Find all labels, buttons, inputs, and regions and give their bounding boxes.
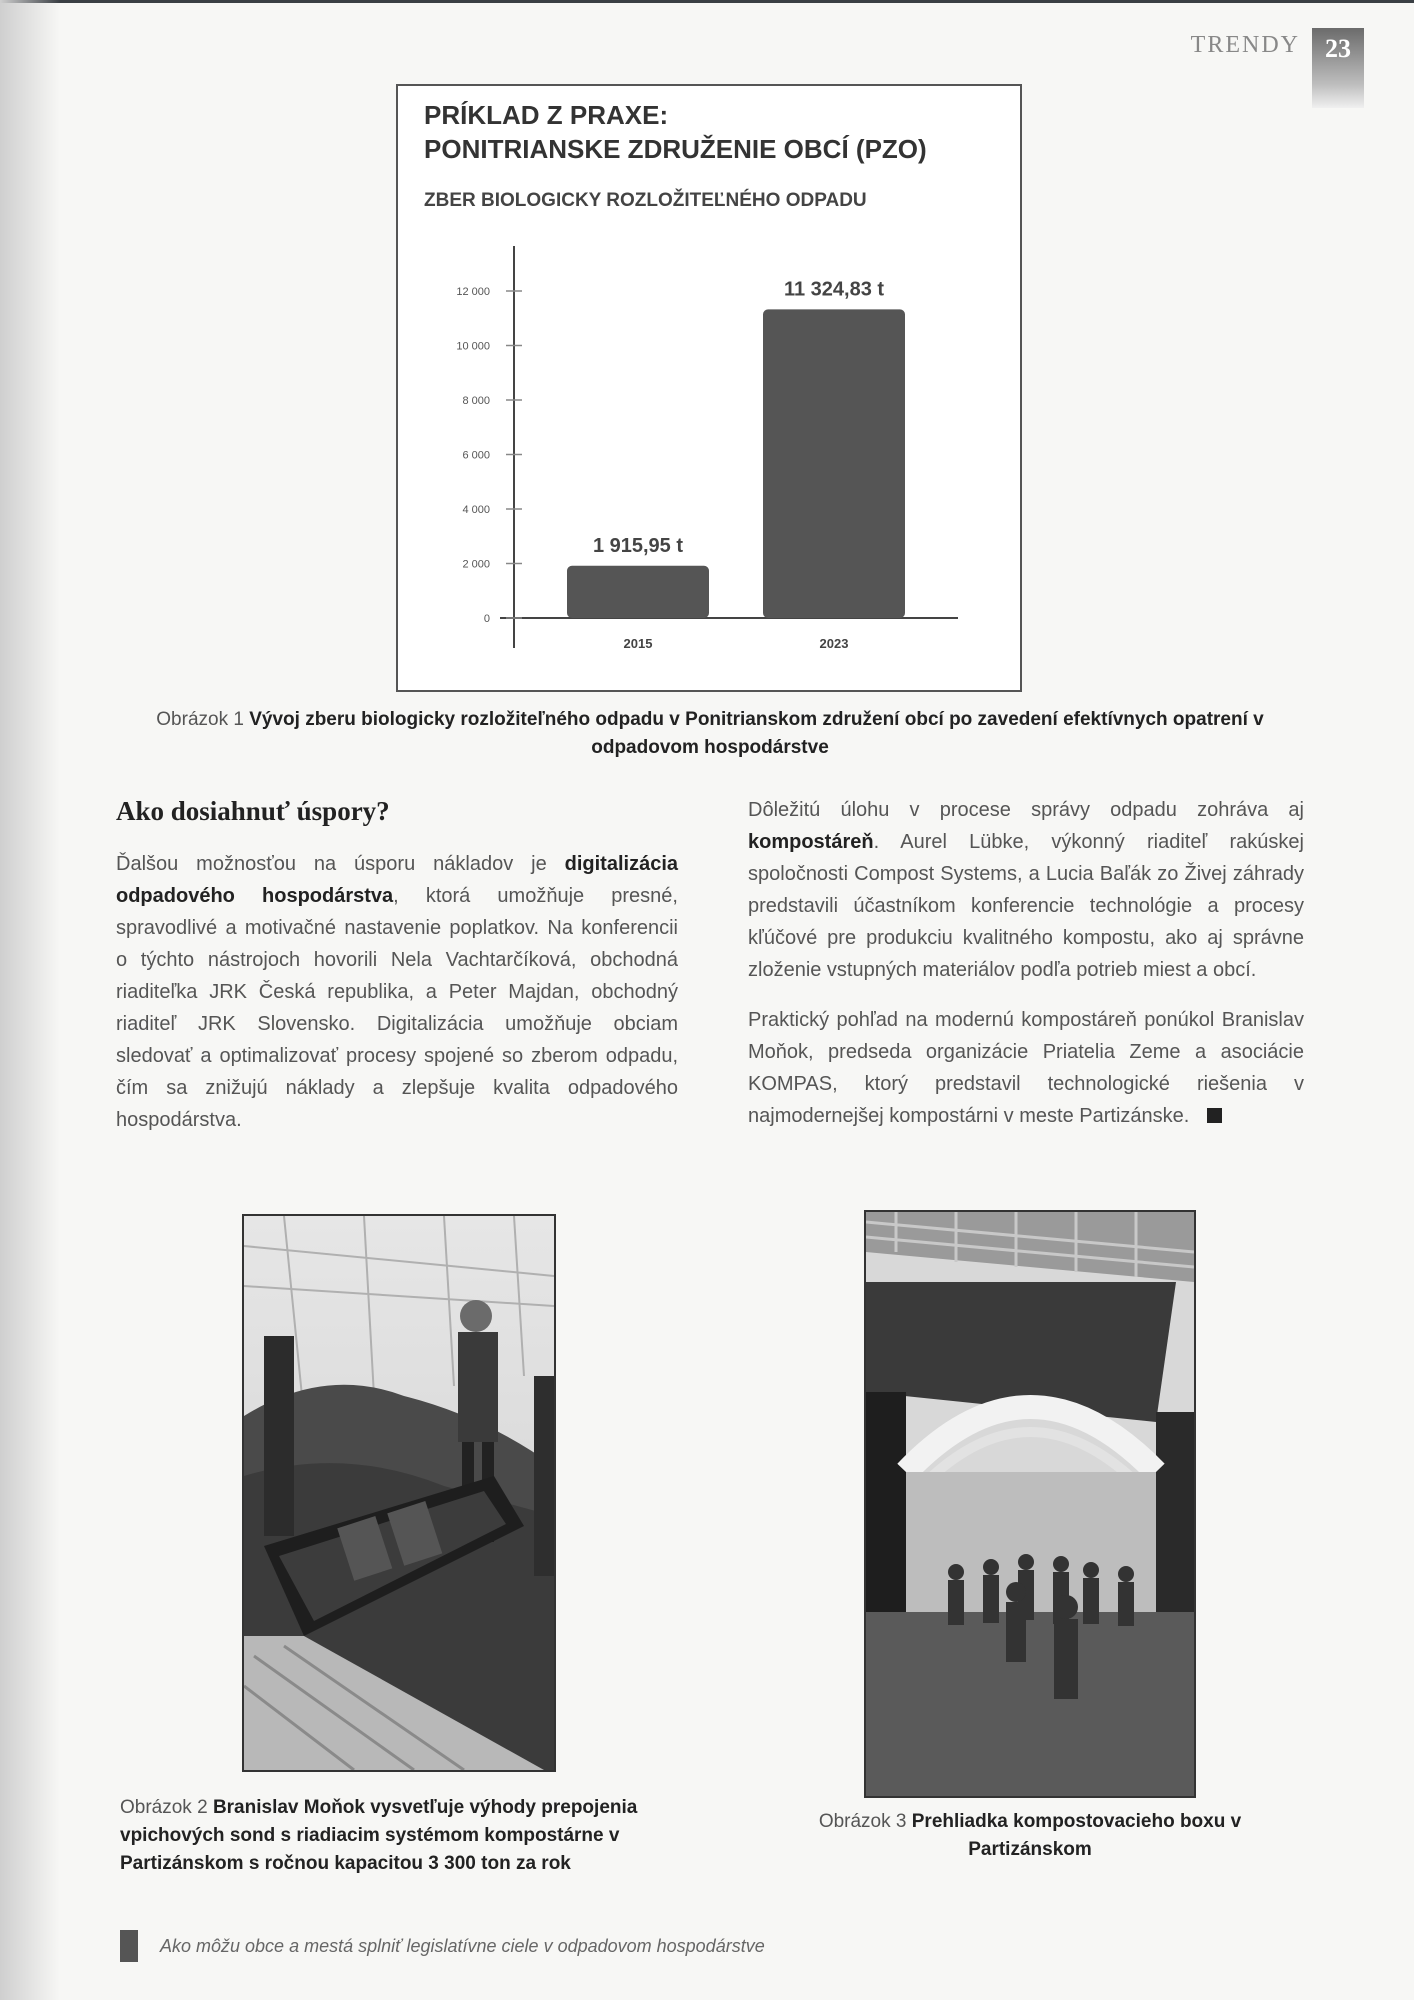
bar-chart (398, 86, 1020, 690)
figure-2-caption (120, 1794, 686, 1878)
running-footer: Ako môžu obce a mestá splniť legislatívne ciele v odpadovom hospodárstve (160, 1936, 765, 1956)
photo-compost-hall (866, 1212, 1194, 1796)
right-paragraph-1 (748, 794, 1304, 986)
y-tick-label: 8 000 (462, 395, 490, 407)
y-tick-label: 4 000 (462, 504, 490, 516)
running-header (1191, 28, 1364, 108)
section-heading: Ako dosiahnuť úspory? (116, 796, 390, 826)
page-number: 23 (1312, 28, 1364, 108)
data-label-2015: 1 915,95 t (592, 534, 684, 557)
article-right-column (748, 794, 1304, 1150)
bar-2015 (567, 566, 709, 618)
y-tick-label: 0 (483, 613, 490, 625)
right-p1-text-end: . Aurel Lübke, výkonný riaditeľ rakúskej spoločnosti Compost Systems, a Lucia Baľák zo Živej záhrady predstavili účastníkom konferencie technológie a procesy kľúčové pre produkciu kvalitného kompostu, ako aj správne zloženie vstupných materiálov podľa potrieb miest a obcí. (748, 831, 1304, 981)
right-p1-text-start: Dôležitú úlohu v procese správy odpadu zohráva aj (748, 799, 1304, 821)
chart-subtitle: ZBER BIOLOGICKY ROZLOŽITEĽNÉHO ODPADU (424, 190, 867, 211)
article-left-column (116, 848, 678, 1154)
y-tick-label: 6 000 (462, 449, 490, 462)
figure-2-caption-label: Obrázok 2 (120, 1797, 208, 1818)
y-tick-label: 2 000 (462, 558, 490, 571)
data-label-2023: 11 324,83 t (783, 278, 885, 301)
x-tick-label-2023: 2023 (819, 636, 849, 651)
right-paragraph-2 (748, 1004, 1304, 1132)
figure-3-caption-label: Obrázok 3 (818, 1811, 907, 1832)
y-tick-label: 10 000 (456, 340, 490, 353)
figure-1-chart-box (396, 84, 1022, 692)
left-p1-bold: digitalizácia odpadového hospodárstva (116, 853, 678, 907)
chart-title-line-1: PRÍKLAD Z PRAXE: (424, 100, 669, 130)
article-end-mark (1207, 1108, 1222, 1123)
page-top-edge (0, 0, 1414, 3)
figure-3-caption-text: Prehliadka kompostovacieho boxu v Partizánskom (911, 1811, 1242, 1860)
page-binding-shadow (0, 0, 60, 2000)
figure-2-photo (242, 1214, 556, 1772)
figure-1-caption-label: Obrázok 1 (156, 709, 244, 730)
left-p1-text-end: , ktorá umožňuje presné, spravodlivé a motivačné nastavenie poplatkov. Na konferencii o týchto nástrojoch hovorili Nela Vachtarčíková, obchodná riaditeľka JRK Česká republika, a Peter Majdan, obchodný riaditeľ JRK Slovensko. Digitalizácia umožňuje obciam sledovať a optimalizovať procesy spojené so zberom odpadu, čím sa znižujú náklady a zlepšuje kvalita odpadového hospodárstva. (116, 885, 678, 1131)
figure-3-photo (864, 1210, 1196, 1798)
figure-1-caption-text: Vývoj zberu biologicky rozložiteľného odpadu v Ponitrianskom združení obcí po zavedení efektívnych opatrení v odpadovom hospodárstve (249, 709, 1264, 758)
section-name: TRENDY (1190, 32, 1300, 58)
left-p1-text-start: Ďalšou možnosťou na úsporu nákladov je (116, 853, 565, 875)
y-tick-label: 12 000 (456, 286, 490, 298)
bar-2023 (763, 309, 905, 618)
chart-title-line-2: PONITRIANSKE ZDRUŽENIE OBCÍ (PZO) (424, 134, 927, 164)
right-p1-bold: kompostáreň (748, 831, 874, 853)
figure-1-caption (130, 706, 1290, 762)
figure-2-caption-text: Branislav Moňok vysvetľuje výhody prepojenia vpichových sond s riadiacim systémom kompostárne v Partizánskom s ročnou kapacitou 3 300 ton za rok (120, 1797, 638, 1874)
photo-compost-laptop (244, 1216, 554, 1770)
left-paragraph-1 (116, 848, 678, 1136)
footer-marker (120, 1930, 138, 1962)
figure-3-caption (790, 1808, 1270, 1864)
x-tick-label-2015: 2015 (623, 636, 653, 651)
right-p2-text: Praktický pohľad na modernú kompostáreň ponúkol Branislav Moňok, predseda organizácie Priatelia Zeme a asociácie KOMPAS, ktorý predstavil technologické riešenia v najmodernejšej kompostárni v meste Partizánske. (748, 1009, 1304, 1127)
